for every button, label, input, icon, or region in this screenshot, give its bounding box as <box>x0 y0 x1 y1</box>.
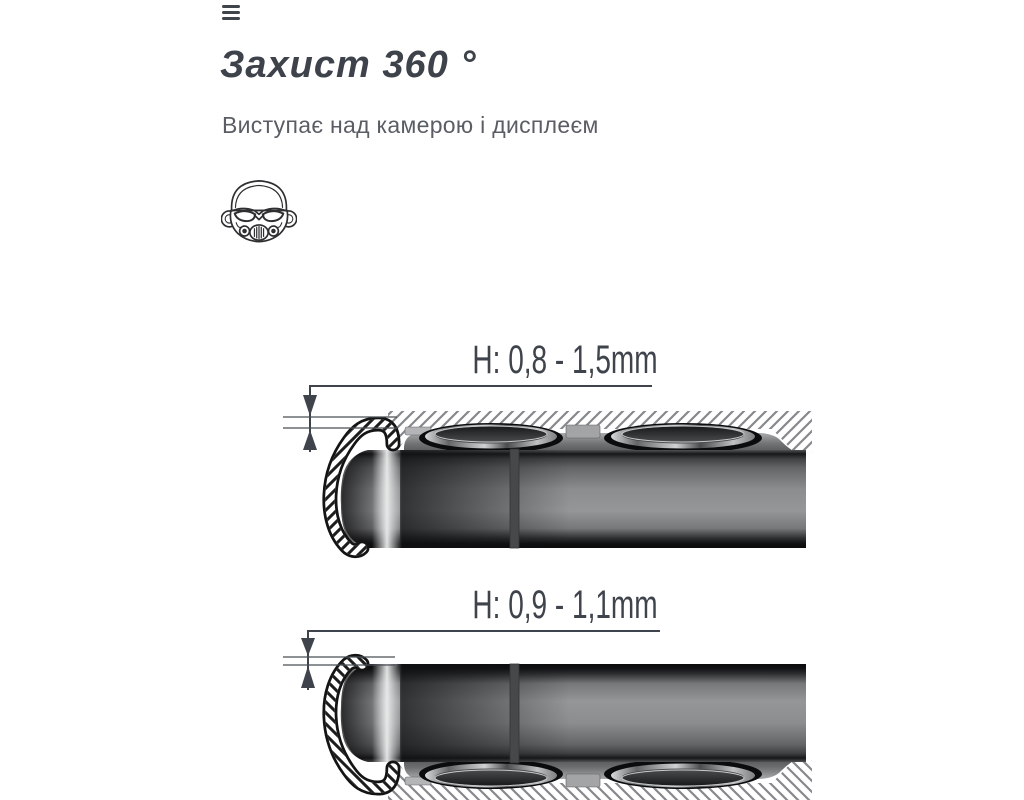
antenna-seam <box>510 449 519 548</box>
camera-lens-1 <box>419 423 563 453</box>
camera-riser <box>566 425 600 438</box>
phone-body <box>341 449 806 548</box>
phone-case-cross-section <box>330 411 812 551</box>
page-title: Захист 360 ° <box>220 44 477 86</box>
dimension-label-display-side: H: 0,9 - 1,1mm <box>472 583 658 627</box>
camera-lens-2 <box>604 423 762 453</box>
page-subtitle: Виступає над камерою і дисплеєм <box>222 112 599 138</box>
dimension-label-camera-side: H: 0,8 - 1,5mm <box>472 338 658 382</box>
phone-case-cross-section-mirrored <box>330 661 812 800</box>
